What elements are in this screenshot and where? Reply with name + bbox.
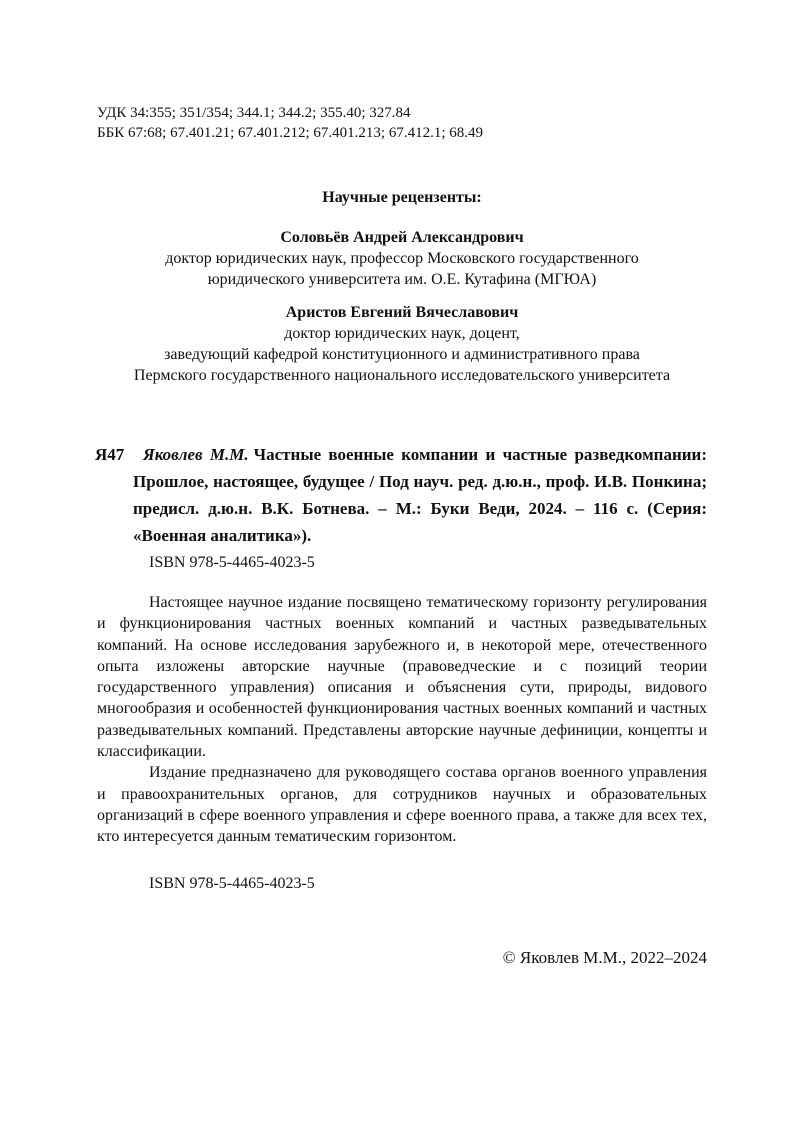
reviewer-2-credentials-line-3: Пермского государственного национального исследовательского университета [133, 367, 671, 384]
annotation-paragraph-2: Издание предназначено для руководящего состава органов военного управления и правоохранительных органов, для сотрудников научных и образовательных организаций в сфере военного управления и сфере военного права, а также для всех тех, кто интересуется данным тематическим горизонтом. [97, 764, 707, 846]
catalog-description: Частные военные компании и частные разведкомпании: Прошлое, настоящее, будущее / Под науч. ред. д.ю.н., проф. И.В. Понкина; предисл. д.ю.н. В.К. Ботнева. – М.: Буки Веди, 2024. – 116 с. (Серия: «Военная аналитика»). [133, 445, 707, 545]
reviewer-2-credentials-line-2: заведующий кафедрой конституционного и административного права [164, 346, 640, 363]
reviewer-2-credentials-line-1: доктор юридических наук, доцент, [284, 325, 520, 342]
annotation-paragraph-1: Настоящее научное издание посвящено тематическому горизонту регулирования и функционирования частных военных компаний и частных разведывательных компаний. На основе исследования зарубежного и, в некоторой мере, отечественного опыта изложены авторские научные (правоведческие и с позиций теории государственного управления) описания и объяснения сути, природы, видового многообразия и особенностей функционирования частных военных компаний и частных разведывательных компаний. Представлены авторские научные дефиниции, концепты и классификации. [97, 594, 707, 761]
reviewer-1-name: Соловьёв Андрей Александрович [280, 229, 524, 246]
reviewer-1 [97, 227, 707, 290]
catalog-entry [95, 441, 707, 549]
reviewer-1-credentials-line-1: доктор юридических наук, профессор Московского государственного [165, 250, 639, 267]
reviewer-2-name: Аристов Евгений Вячеславович [285, 304, 519, 321]
isbn-bottom: ISBN 978-5-4465-4023-5 [149, 875, 315, 892]
classification-codes [97, 103, 707, 143]
isbn-top: ISBN 978-5-4465-4023-5 [149, 554, 315, 571]
udk-code: УДК 34:355; 351/354; 344.1; 344.2; 355.40; 327.84 [97, 105, 411, 121]
reviewer-2 [97, 302, 707, 386]
bbk-code: ББК 67:68; 67.401.21; 67.401.212; 67.401.213; 67.412.1; 68.49 [97, 125, 483, 141]
copyright-notice: © Яковлев М.М., 2022–2024 [502, 948, 707, 967]
catalog-author: Яковлев М.М. [143, 445, 249, 464]
reviewers-heading: Научные рецензенты: [322, 189, 482, 206]
reviewer-1-credentials-line-2: юридического университета им. О.Е. Кутафина (МГЮА) [207, 271, 597, 288]
catalog-code: Я47 [95, 445, 125, 464]
annotation [97, 592, 707, 848]
